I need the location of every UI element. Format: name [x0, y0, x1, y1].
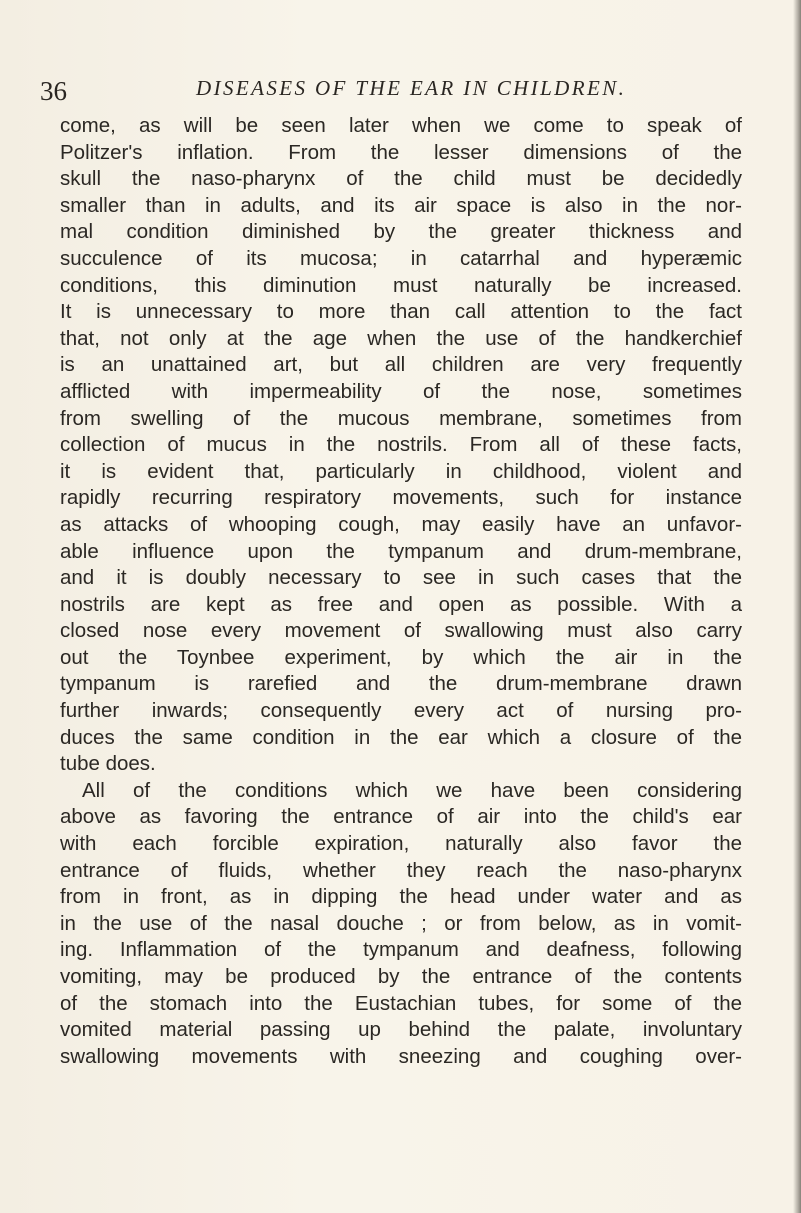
text-line: vomiting, may be produced by the entrance of the contents [60, 965, 742, 988]
text-line: mal condition diminished by the greater thickness and [60, 220, 742, 244]
text-line: conditions, this diminution must naturally be increased. [60, 273, 742, 297]
running-head: DISEASES OF THE EAR IN CHILDREN. [196, 76, 627, 100]
text-line: vomited material passing up behind the palate, involuntary [60, 1018, 742, 1042]
text-line: and it is doubly necessary to see in such cases that the [60, 566, 742, 590]
text-line: afflicted with impermeability of the nose, sometimes [60, 379, 742, 403]
page-edge-shadow [793, 0, 801, 1213]
text-line: able influence upon the tympanum and drum-membrane, [60, 539, 742, 563]
text-line: further inwards; consequently every act of nursing pro- [60, 699, 742, 723]
text-line: come, as will be seen later when we come to speak of [60, 114, 742, 137]
text-line: Politzer's inflation. From the lesser dimensions of the [60, 140, 742, 164]
text-line: as attacks of whooping cough, may easily have an unfavor- [60, 512, 742, 536]
page-header [40, 76, 740, 106]
text-line: rapidly recurring respiratory movements, such for instance [60, 486, 742, 510]
text-line: nostrils are kept as free and open as possible. With a [60, 592, 742, 616]
text-line: from in front, as in dipping the head under water and as [60, 885, 742, 909]
text-line: is an unattained art, but all children are very frequently [60, 353, 742, 377]
text-line: It is unnecessary to more than call attention to the fact [60, 300, 742, 324]
text-line: from swelling of the mucous membrane, sometimes from [60, 406, 742, 430]
body-text [60, 113, 742, 1070]
text-line: in the use of the nasal douche ; or from below, as in vomit- [60, 911, 742, 935]
paragraph-start-line: All of the conditions which we have been considering [82, 778, 742, 802]
text-line: it is evident that, particularly in childhood, violent and [60, 459, 742, 483]
text-line: tympanum is rarefied and the drum-membrane drawn [60, 672, 742, 696]
text-line: duces the same condition in the ear which a closure of the [60, 725, 742, 749]
text-line: closed nose every movement of swallowing must also carry [60, 619, 742, 643]
text-line: succulence of its mucosa; in catarrhal and hyperæmic [60, 246, 742, 270]
text-line: entrance of fluids, whether they reach the naso-pharynx [60, 858, 742, 882]
text-line: out the Toynbee experiment, by which the air in the [60, 645, 742, 669]
text-line: collection of mucus in the nostrils. From all of these facts, [60, 433, 742, 457]
text-line: ing. Inflammation of the tympanum and deafness, following [60, 938, 742, 962]
page-number: 36 [40, 76, 67, 106]
text-line: above as favoring the entrance of air into the child's ear [60, 805, 742, 829]
text-line: with each forcible expiration, naturally also favor the [60, 832, 742, 856]
text-line: skull the naso-pharynx of the child must be decidedly [60, 167, 742, 191]
paragraph-end-line: tube does. [60, 752, 156, 776]
text-line: swallowing movements with sneezing and coughing over- [60, 1044, 742, 1068]
text-line: smaller than in adults, and its air space is also in the nor- [60, 193, 742, 217]
text-line: of the stomach into the Eustachian tubes, for some of the [60, 991, 742, 1015]
text-line: that, not only at the age when the use of the handkerchief [60, 326, 742, 350]
